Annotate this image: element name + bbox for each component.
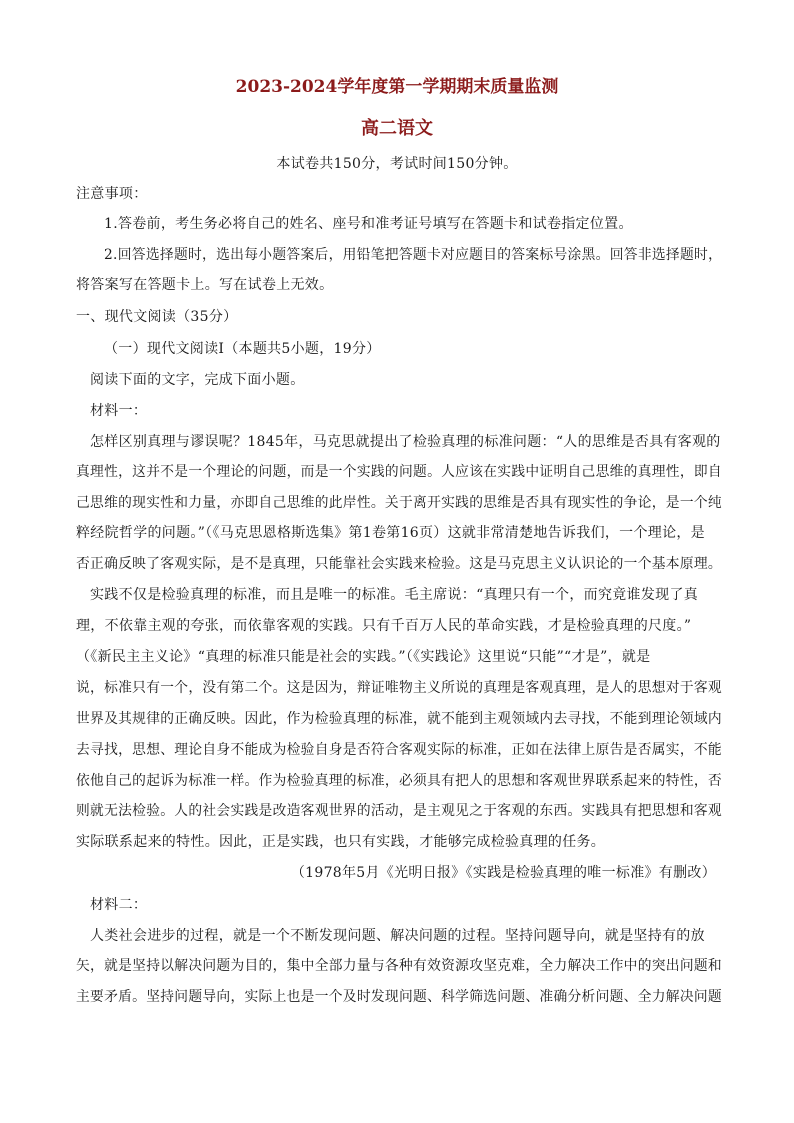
material-2-p1-line: 人类社会进步的过程，就是一个不断发现问题、解决问题的过程。坚持问题导向，就是坚持有的放 (90, 928, 705, 944)
material-1-p2-line: 依他自己的起诉为标准一样。作为检验真理的标准，必须具有把人的思想和客观世界联系起来的特性，否 (76, 773, 722, 789)
notes-heading: 注意事项： (76, 186, 148, 202)
page-title: 2023-2024学年度第一学期期末质量监测 (235, 77, 559, 97)
exam-info: 本试卷共150分，考试时间150分钟。 (276, 156, 518, 172)
material-1-p1-line: 否正确反映了客观实际，是不是真理，只能靠社会实践来检验。这是马克思主义认识论的一个基本原理。 (76, 556, 722, 572)
notes-item-2-line-1: 2.回答选择题时，选出每小题答案后，用铅笔把答题卡对应题目的答案标号涂黑。回答非选择题时， (104, 247, 723, 263)
material-1-p2-line: 实践不仅是检验真理的标准，而且是唯一的标准。毛主席说：“真理只有一个，而究竟谁发现了真 (90, 587, 699, 603)
material-2-p1-line: 矢，就是坚持以解决问题为目的，集中全部力量与各种有效资源攻坚克难，全力解决工作中的突出问题和 (76, 958, 722, 974)
material-1-p1-line: 真理性，这并不是一个理论的问题，而是一个实践的问题。人应该在实践中证明自己思维的真理性，即自 (76, 464, 722, 480)
material-1-source: （1978年5月《光明日报》《实践是检验真理的唯一标准》有删改） (290, 865, 716, 881)
notes-item-1: 1.答卷前，考生务必将自己的姓名、座号和准考证号填写在答题卡和试卷指定位置。 (104, 216, 633, 232)
material-1-p2-line: 则就无法检验。人的社会实践是改造客观世界的活动，是主观见之于客观的东西。实践具有把思想和客观 (76, 803, 722, 819)
material-1-p2-line: 理，不依靠主观的夸张，而依靠客观的实践。只有千百万人民的革命实践，才是检验真理的尺度。” (76, 618, 692, 634)
section-subheading: （一）现代文阅读Ⅰ（本题共5小题，19分） (104, 341, 381, 357)
material-2-label: 材料二： (90, 897, 148, 913)
page-subtitle: 高二语文 (361, 118, 433, 139)
material-1-p2-line: 说，标准只有一个，没有第二个。这是因为，辩证唯物主义所说的真理是客观真理，是人的思想对于客观 (76, 680, 722, 696)
material-1-p2-line: 世界及其规律的正确反映。因此，作为检验真理的标准，就不能到主观领域内去寻找，不能到理论领域内 (76, 711, 722, 727)
material-1-p1-line: 己思维的现实性和力量，亦即自己思维的此岸性。关于离开实践的思维是否具有现实性的争论，是一个纯 (76, 495, 722, 511)
notes-item-2-line-2: 将答案写在答题卡上。写在试卷上无效。 (76, 277, 334, 293)
material-1-p2-line: 实际联系起来的特性。因此，正是实践，也只有实践，才能够完成检验真理的任务。 (76, 834, 606, 850)
material-1-label: 材料一： (90, 403, 148, 419)
material-1-p2-line: 去寻找，思想、理论自身不能成为检验自身是否符合客观实际的标准，正如在法律上原告是否属实，不能 (76, 742, 722, 758)
material-2-p1-line: 主要矛盾。坚持问题导向，实际上也是一个及时发现问题、科学筛选问题、准确分析问题、全力解决问题 (76, 989, 722, 1005)
material-1-p2-line: （《新民主主义论》“真理的标准只能是社会的实践。”（《实践论》这里说“只能”“才是”，就是 (76, 649, 651, 665)
material-1-p1-line: 粹经院哲学的问题。”（《马克思恩格斯选集》第1卷第16页）这就非常清楚地告诉我们，一个理论，是 (76, 525, 705, 541)
section-heading: 一、现代文阅读（35分） (76, 309, 238, 325)
section-instruction: 阅读下面的文字，完成下面小题。 (90, 372, 305, 388)
material-1-p1-line: 怎样区别真理与谬误呢？1845年，马克思就提出了检验真理的标准问题：“人的思维是否具有客观的 (90, 434, 721, 450)
